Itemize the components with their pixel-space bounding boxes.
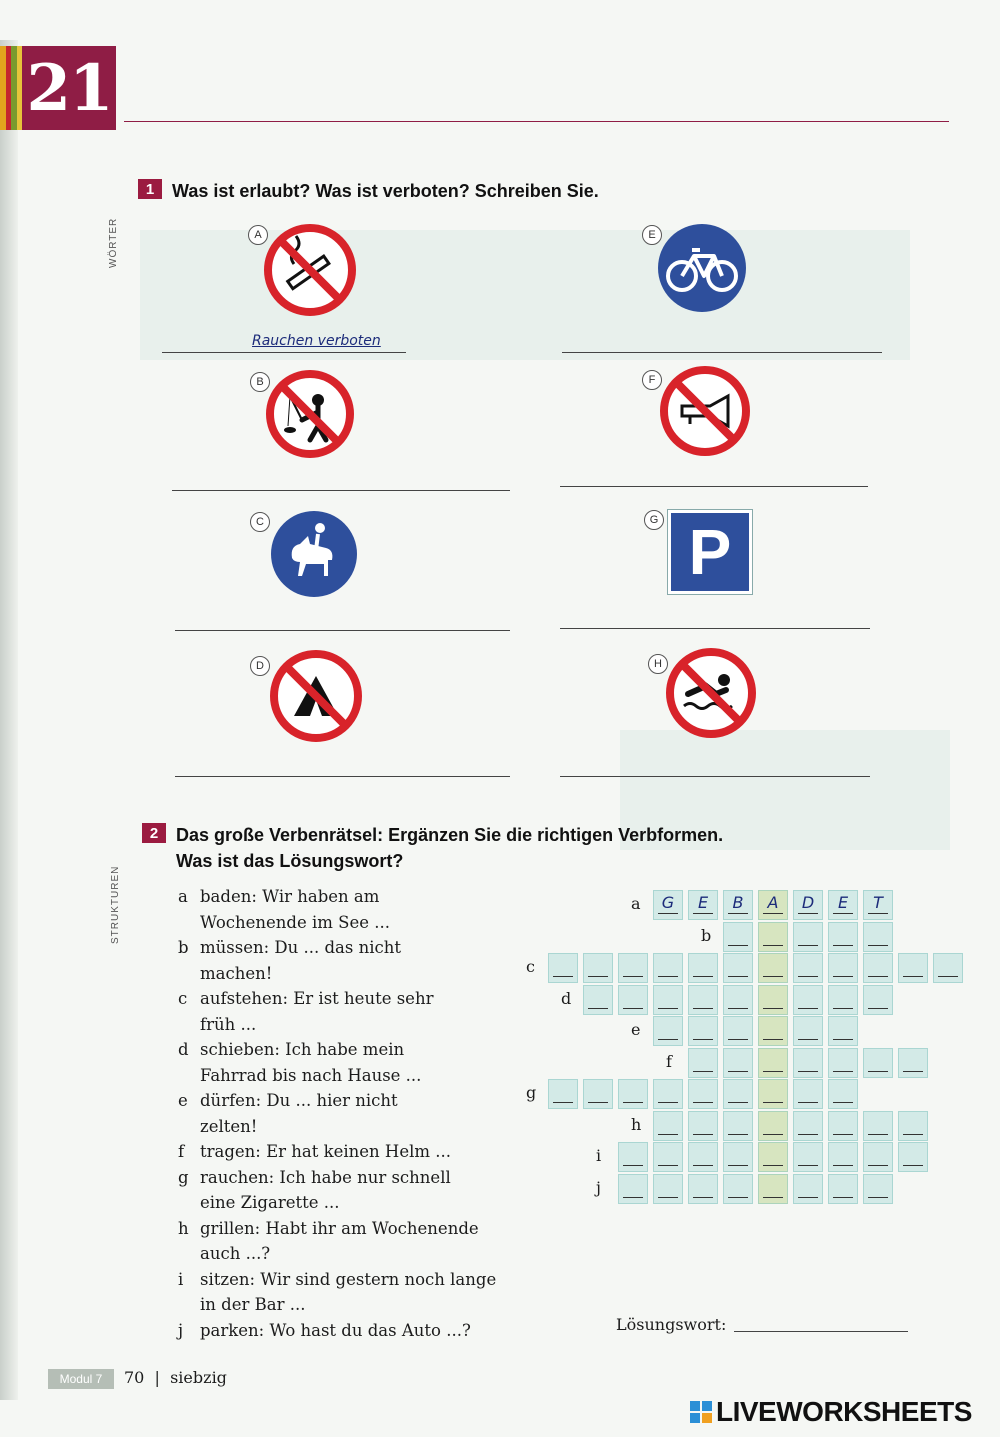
no-swimming-icon (666, 648, 756, 738)
crossword-cell[interactable] (828, 1048, 858, 1078)
crossword-cell[interactable] (723, 953, 753, 983)
clue-item: h grillen: Habt ihr am Wochenende auch ...? (178, 1218, 479, 1263)
crossword-cell[interactable] (828, 985, 858, 1015)
clue-list (178, 884, 518, 1343)
crossword-row-label: g (526, 1083, 537, 1102)
crossword-cell[interactable] (828, 890, 858, 920)
crossword-solution-cell[interactable] (758, 922, 788, 952)
crossword-cell[interactable] (933, 953, 963, 983)
crossword-solution-cell[interactable] (758, 953, 788, 983)
crossword-cell[interactable] (723, 1079, 753, 1109)
crossword-cell[interactable] (723, 1048, 753, 1078)
crossword-cell[interactable] (723, 1016, 753, 1046)
crossword-letter: E (837, 893, 849, 912)
crossword-row-label: j (596, 1177, 601, 1197)
crossword-solution-cell[interactable] (758, 1016, 788, 1046)
sign-letter-a: A (248, 225, 268, 245)
crossword-cell[interactable] (723, 1142, 753, 1172)
answer-line-a[interactable] (162, 352, 406, 353)
side-label-strukturen: STRUKTUREN (110, 865, 121, 944)
crossword-cell[interactable] (688, 985, 718, 1015)
crossword-cell[interactable] (688, 1048, 718, 1078)
parking-icon: P (668, 510, 752, 594)
task1-heading (138, 178, 599, 204)
crossword-cell[interactable] (548, 1079, 578, 1109)
crossword-letter: T (873, 893, 883, 912)
sign-letter-h: H (648, 654, 668, 674)
crossword-cell[interactable] (723, 1111, 753, 1141)
sign-letter-c: C (250, 512, 270, 532)
crossword-letter: G (661, 893, 675, 912)
crossword-cell[interactable] (688, 1079, 718, 1109)
task2-number: 2 (142, 823, 166, 843)
answer-line-f[interactable] (560, 486, 868, 487)
horse-riding-icon (270, 510, 358, 598)
crossword-cell[interactable] (723, 922, 753, 952)
crossword-cell[interactable] (688, 890, 718, 920)
crossword-cell[interactable] (618, 1174, 648, 1204)
crossword-cell[interactable] (653, 1142, 683, 1172)
crossword-cell[interactable] (793, 953, 823, 983)
crossword-cell[interactable] (723, 985, 753, 1015)
sign-letter-g: G (644, 510, 664, 530)
answer-line-g[interactable] (560, 628, 870, 629)
crossword-cell[interactable] (863, 953, 893, 983)
crossword-row-label: i (596, 1146, 602, 1165)
solution-input-line[interactable] (734, 1331, 908, 1332)
crossword-cell[interactable] (688, 1142, 718, 1172)
clue-item: i sitzen: Wir sind gestern noch lange in der Bar ... (178, 1269, 497, 1314)
clue-item: f tragen: Er hat keinen Helm ... (178, 1142, 451, 1161)
crossword-row-label: e (631, 1020, 641, 1039)
crossword-cell[interactable] (793, 1111, 823, 1141)
crossword-cell[interactable] (898, 1142, 928, 1172)
crossword-row-label: c (526, 957, 535, 976)
crossword-solution-cell[interactable] (758, 985, 788, 1015)
answer-line-e[interactable] (562, 352, 882, 353)
color-stripes (0, 46, 22, 130)
crossword-cell[interactable] (688, 1016, 718, 1046)
crossword-cell[interactable] (863, 1174, 893, 1204)
crossword-cell[interactable] (863, 1142, 893, 1172)
clue-item: b müssen: Du ... das nicht machen! (178, 938, 401, 983)
crossword-solution-cell[interactable] (758, 1079, 788, 1109)
crossword-cell[interactable] (863, 890, 893, 920)
crossword-cell[interactable] (688, 1174, 718, 1204)
crossword-cell[interactable] (793, 890, 823, 920)
answer-line-h[interactable] (560, 776, 870, 777)
crossword-cell[interactable] (688, 953, 718, 983)
crossword-cell[interactable] (653, 1079, 683, 1109)
crossword-cell[interactable] (583, 1079, 613, 1109)
crossword-cell[interactable] (583, 953, 613, 983)
clue-item: c aufstehen: Er ist heute sehr früh ... (178, 989, 434, 1034)
crossword-letter: B (732, 893, 744, 912)
crossword-cell[interactable] (653, 985, 683, 1015)
liveworksheets-brand: LIVEWORKSHEETS (690, 1396, 972, 1428)
crossword-cell[interactable] (828, 1016, 858, 1046)
sign-letter-b: B (250, 372, 270, 392)
footer-modul: Modul 7 (48, 1369, 114, 1389)
crossword-cell[interactable] (828, 922, 858, 952)
task2-title-line1: Das große Verbenrätsel: Ergänzen Sie die richtigen Verbformen. (176, 825, 724, 845)
crossword-letter: D (801, 893, 815, 912)
answer-line-d[interactable] (175, 776, 510, 777)
crossword-cell[interactable] (828, 1111, 858, 1141)
crossword-cell[interactable] (828, 1079, 858, 1109)
liveworksheets-logo-icon (690, 1401, 712, 1423)
crossword-letter: E (697, 893, 709, 912)
crossword-cell[interactable] (863, 1111, 893, 1141)
solution-label: Lösungswort: (616, 1315, 727, 1334)
page-edge (0, 40, 18, 1400)
crossword-row-label: h (631, 1114, 642, 1134)
clue-item: a baden: Wir haben am Wochenende im See ... (178, 887, 390, 932)
clue-item: e dürfen: Du ... hier nicht zelten! (178, 1091, 398, 1136)
crossword-cell[interactable] (653, 890, 683, 920)
no-horn-icon (660, 366, 750, 456)
crossword-cell[interactable] (618, 1079, 648, 1109)
crossword-row-label: a (631, 894, 641, 913)
bicycle-icon (656, 222, 748, 314)
crossword-cell[interactable] (828, 953, 858, 983)
crossword-cell[interactable] (653, 1174, 683, 1204)
crossword-cell[interactable] (863, 1048, 893, 1078)
task2-title-line2: Was ist das Lösungswort? (176, 851, 404, 871)
no-smoking-icon (264, 224, 356, 316)
sign-letter-e: E (642, 225, 662, 245)
crossword-cell[interactable] (723, 1174, 753, 1204)
crossword-cell[interactable] (653, 953, 683, 983)
crossword-cell[interactable] (653, 1111, 683, 1141)
clue-item: d schieben: Ich habe mein Fahrrad bis nach Hause ... (178, 1040, 422, 1085)
crossword-letter: A (767, 893, 779, 912)
crossword-cell[interactable] (828, 1174, 858, 1204)
crossword-cell[interactable] (863, 985, 893, 1015)
crossword-cell[interactable] (793, 1142, 823, 1172)
crossword-cell[interactable] (863, 922, 893, 952)
answer-a[interactable]: Rauchen verboten (252, 333, 381, 349)
task2-heading (142, 822, 723, 874)
crossword-grid (526, 880, 970, 1200)
task1-number: 1 (138, 179, 162, 199)
clue-item: g rauchen: Ich habe nur schnell eine Zigarette ... (178, 1167, 451, 1212)
crossword-cell[interactable] (583, 985, 613, 1015)
crossword-row-label: f (666, 1051, 672, 1071)
no-camping-icon (270, 650, 362, 742)
crossword-cell[interactable] (688, 1111, 718, 1141)
no-fishing-icon (266, 370, 354, 458)
crossword-cell[interactable] (898, 1111, 928, 1141)
footer-page: 70 | siebzig (124, 1368, 227, 1387)
header-rule (124, 121, 949, 122)
crossword-cell[interactable] (828, 1142, 858, 1172)
crossword-solution-cell[interactable] (758, 1142, 788, 1172)
crossword-cell[interactable] (653, 1016, 683, 1046)
sign-letter-d: D (250, 656, 270, 676)
crossword-cell[interactable] (618, 985, 648, 1015)
clue-item: j parken: Wo hast du das Auto ...? (178, 1320, 471, 1340)
task2-title (176, 822, 723, 874)
crossword-cell[interactable] (793, 1016, 823, 1046)
crossword-solution-cell[interactable] (758, 1174, 788, 1204)
crossword-cell[interactable] (793, 1048, 823, 1078)
crossword-cell[interactable] (793, 1079, 823, 1109)
crossword-cell[interactable] (618, 953, 648, 983)
crossword-solution-cell[interactable] (758, 1111, 788, 1141)
crossword-row-label: d (561, 988, 572, 1008)
task1-title: Was ist erlaubt? Was ist verboten? Schreiben Sie. (172, 181, 599, 201)
crossword-row-label: b (701, 925, 712, 945)
crossword-cell[interactable] (793, 922, 823, 952)
chapter-number: 21 (22, 46, 116, 130)
crossword-cell[interactable] (548, 953, 578, 983)
crossword-solution-cell[interactable] (758, 890, 788, 920)
crossword-solution-cell[interactable] (758, 1048, 788, 1078)
sign-letter-f: F (642, 370, 662, 390)
crossword-cell[interactable] (618, 1142, 648, 1172)
crossword-cell[interactable] (898, 953, 928, 983)
answer-line-b[interactable] (172, 490, 510, 491)
crossword-cell[interactable] (723, 890, 753, 920)
crossword-cell[interactable] (793, 1174, 823, 1204)
side-label-woerter: WÖRTER (108, 217, 119, 268)
crossword-cell[interactable] (898, 1048, 928, 1078)
answer-line-c[interactable] (175, 630, 510, 631)
crossword-cell[interactable] (793, 985, 823, 1015)
